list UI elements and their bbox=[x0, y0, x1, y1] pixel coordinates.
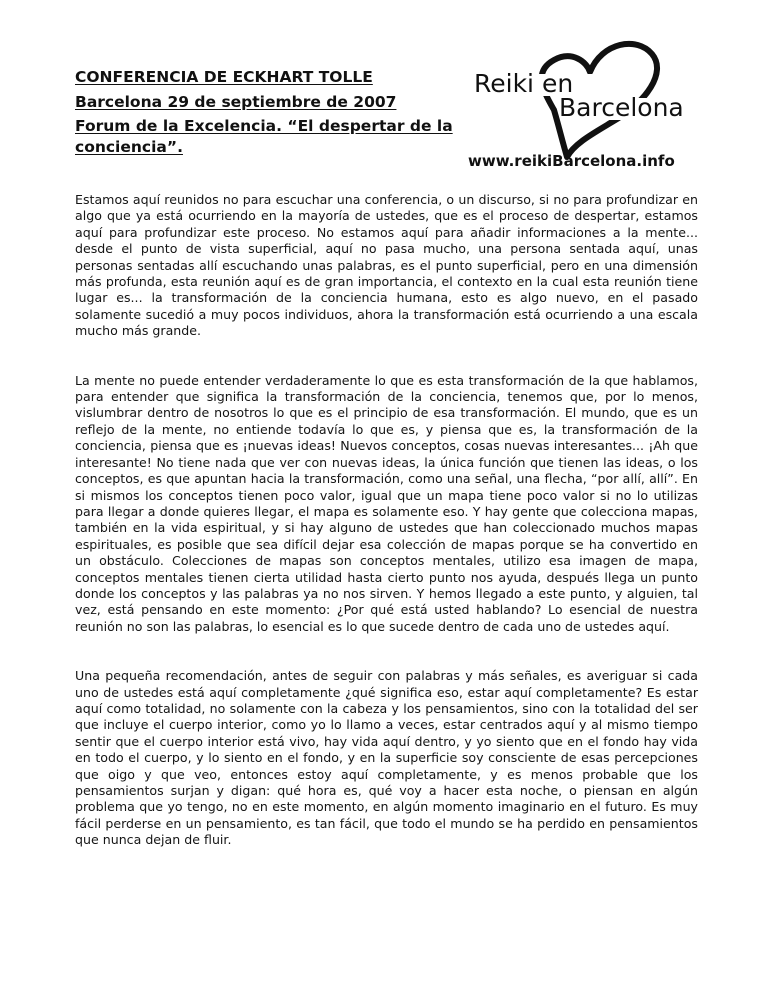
date-line: Barcelona 29 de septiembre de 2007 bbox=[75, 93, 397, 111]
logo-line1: Reiki en bbox=[474, 69, 574, 98]
logo-line2: Barcelona bbox=[559, 93, 684, 122]
document-body bbox=[75, 192, 698, 882]
document-title: CONFERENCIA DE ECKHART TOLLE bbox=[75, 68, 373, 86]
logo-url: www.reikiBarcelona.info bbox=[468, 152, 675, 170]
paragraph: Una pequeña recomendación, antes de seguir con palabras y más señales, es averiguar si cada uno de ustedes está aquí completamente ¿qué significa eso, estar aquí completamente? Es estar aquí como totalidad, no solamente con la cabeza y los pensamientos, sino con la totalidad del ser que incluye el cuerpo interior, como yo lo llamo a veces, estar centrados aquí y al mismo tiempo sentir que el cuerpo interior está vivo, hay vida aquí dentro, y yo siento que en el fondo hay vida en todo el cuerpo, y lo siento en el fondo, y en la superficie soy consciente de esas percepciones que oigo y que veo, entonces estoy aquí completamente, y es menos probable que los pensamientos surjan y digan: qué hora es, qué voy a hacer esta noche, o piensan en algún problema que yo tengo, no en este momento, en algún momento imaginario en el futuro. Es muy fácil perderse en un pensamiento, es tan fácil, que todo el mundo se ha perdido en pensamientos que nunca dejan de fluir. bbox=[75, 668, 698, 848]
event-line: Forum de la Excelencia. “El despertar de la conciencia”. bbox=[75, 117, 453, 156]
document-header bbox=[75, 66, 465, 158]
reiki-barcelona-logo bbox=[462, 32, 697, 172]
paragraph: Estamos aquí reunidos no para escuchar una conferencia, o un discurso, si no para profundizar en algo que ya está ocurriendo en la mayoría de ustedes, que es el proceso de despertar, estamos aquí para profundizar este proceso. No estamos aquí para añadir informaciones a la mente... desde el punto de vista superficial, aquí no pasa mucho, una persona sentada aquí, unas personas sentadas allí escuchando unas palabras, es el punto superficial, pero en una dimensión más profunda, esta reunión aquí es de gran importancia, el contexto en la cual esta reunión tiene lugar es... la transformación de la conciencia humana, esto es algo nuevo, en el pasado solamente sucedió a muy pocos individuos, ahora la transformación está ocurriendo a una escala mucho más grande. bbox=[75, 192, 698, 339]
paragraph: La mente no puede entender verdaderamente lo que es esta transformación de la que hablamos, para entender que significa la transformación de la conciencia, tenemos que, por lo menos, vislumbrar dentro de nosotros lo que es el principio de esa transformación. El mundo, que es un reflejo de la mente, no entiende todavía lo que es, y piensa que es, la transformación de la conciencia, piensa que es ¡nuevas ideas! Nuevos conceptos, cosas nuevas interesantes... ¡Ah que interesante! No tiene nada que ver con nuevas ideas, la única función que tienen las ideas, o los conceptos, es que apuntan hacia la transformación, como una señal, una flecha, “por allí, allí”. En si mismos los conceptos tienen poco valor, igual que un mapa tiene poco valor si no lo utilizas para llegar a donde quieres llegar, el mapa es solamente eso. Y hay gente que colecciona mapas, también en la vida espiritual, y si hay alguno de ustedes que han coleccionado muchos mapas espirituales, es posible que sea difícil dejar esa colección de mapas porque se ha convertido en un obstáculo. Colecciones de mapas son conceptos mentales, utilizo esa imagen de mapa, conceptos mentales tienen cierta utilidad hasta cierto punto nos ayuda, después llega un punto donde los conceptos y las palabras ya no nos sirven. Y hemos llegado a este punto, y alguien, tal vez, está pensando en este momento: ¿Por qué está usted hablando? Lo esencial de nuestra reunión no son las palabras, lo esencial es lo que sucede dentro de cada uno de ustedes aquí. bbox=[75, 372, 698, 634]
